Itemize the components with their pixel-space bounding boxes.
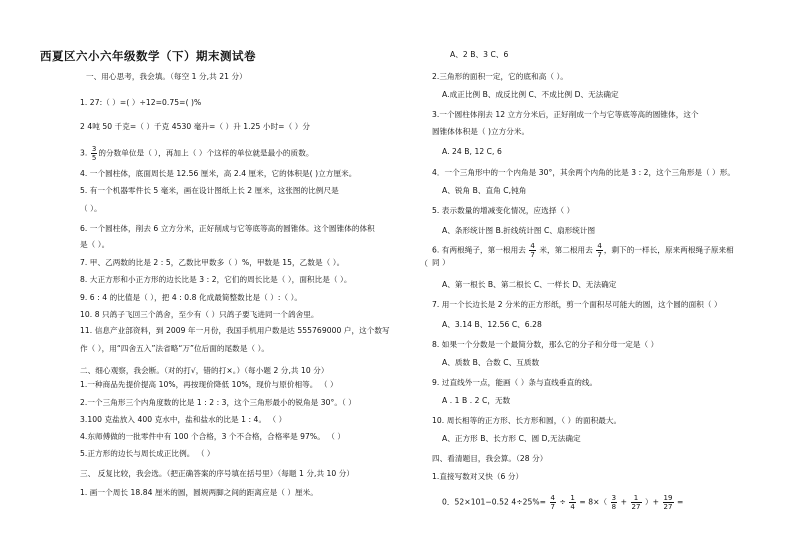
right-line-10: 6. 有两根绳子，第一根用去 $\frac{4}{7}$ 米，第二根用去 $\frac{4}{7}$ ，剩下的一样长，原来两根绳子原来相 xyxy=(432,242,734,259)
right-line-5: A. 24 B, 12 C, 6 xyxy=(442,147,502,156)
right-line-13: 7. 用一个长边长是 2 分米的正方形纸，剪一个面积尽可能大的圆，这个圆的面积（ ） xyxy=(432,300,722,309)
left-line-2: 2 4吨 50 千克=（ ）千克 4530 毫升=（ ）升 1.25 小时=（ ）分 xyxy=(80,122,310,131)
right-line-4: 圆锥体体积是（ )立方分米。 xyxy=(432,127,530,136)
fraction: $\frac{4}{7}$ xyxy=(550,494,556,511)
left-line-21: 三、 反复比较，我会选。（把正确答案的序号填在括号里）（每题 1 分,共 10 分） xyxy=(80,469,355,478)
left-line-9: 7. 甲、乙两数的比是 2 : 5，乙数比甲数多（ ）%，甲数是 15，乙数是（ ）。 xyxy=(80,258,345,267)
right-line-19: 10. 周长相等的正方形、长方形和圆，（ ）的面积最大。 xyxy=(432,416,622,425)
right-line-20: A、正方形 B、长方形 C、圆 D,无法确定 xyxy=(442,434,581,443)
right-line-2: A.成正比例 B、成反比例 C、不成比例 D、无法确定 xyxy=(442,90,619,99)
left-line-18: 3.100 克盐放入 400 克水中，盐和盐水的比是 1 : 4。 （ ） xyxy=(80,415,287,424)
fraction: $\frac{19}{27}$ xyxy=(663,494,673,511)
left-line-16: 1.一种商品先提价提高 10%，再按现价降低 10%，现价与原价相等。 （ ） xyxy=(80,380,338,389)
left-line-14: 作（ ），用“四舍五入”法省略“万”位后面的尾数是（ ）。 xyxy=(80,344,270,353)
fraction: $\frac{3}{8}$ xyxy=(611,494,617,511)
page-title: 西夏区六小六年级数学（下）期末测试卷 xyxy=(40,49,256,63)
left-line-17: 2.一个三角形三个内角度数的比是 1 : 2 : 3，这个三角形最小的锐角是 30°。（ ） xyxy=(80,398,356,407)
right-line-12: A、第一根长 B、第二根长 C、一样长 D、无法确定 xyxy=(442,280,617,289)
left-line-5: 5. 有一个机器零件长 5 毫米，画在设计图纸上长 2 厘米，这张图的比例尺是 xyxy=(80,186,339,195)
right-line-1: 2.三角形的面积一定，它的底和高（ ）。 xyxy=(432,72,568,81)
left-line-1: 1. 27:（ ）=( ）÷12=0.75=( )% xyxy=(80,98,202,107)
right-line-0: A、2 B、3 C、6 xyxy=(450,50,509,59)
left-line-0: 一、用心思考，我会填。（每空 1 分,共 21 分） xyxy=(86,72,247,81)
fraction: $\frac{1}{4}$ xyxy=(570,494,575,511)
right-line-16: A、质数 B、合数 C、互质数 xyxy=(442,358,540,367)
left-line-13: 11. 信息产业部资料，到 2009 年一月份，我国手机用户数是达 555769000 户，这个数写 xyxy=(80,326,390,335)
right-line-21: 四、看清题目，我会算。（28 分） xyxy=(432,454,548,463)
right-line-14: A、3.14 B、12.56 C、6.28 xyxy=(442,320,542,329)
right-line-22: 1.直接写数对又快（6 分） xyxy=(432,472,524,481)
left-line-7: 6. 一个圆柱体，削去 6 立方分米，正好削成与它等底等高的圆锥体。这个圆锥体的体积 xyxy=(80,224,375,233)
left-line-10: 8. 大正方形和小正方形的边长比是 3 : 2，它们的周长比是（ ），面积比是（ ）。 xyxy=(80,275,352,284)
fraction: $\frac{1}{27}$ xyxy=(631,494,641,511)
right-line-18: A . 1 B . 2 C，无数 xyxy=(442,396,511,405)
left-line-3: 3. $\frac{3}{5}$ 的分数单位是（ ），再加上（ ）个这样的单位就是最小的质数。 xyxy=(80,145,314,162)
fraction: $\frac{4}{7}$ xyxy=(597,242,602,259)
right-line-8: 5. 表示数量的增减变化情况，应选择（ ） xyxy=(432,206,575,215)
left-line-15: 二、细心观察，我会断。（对的打√，错的打×。）（每小题 2 分,共 10 分） xyxy=(80,366,329,375)
right-line-11: 同 ） xyxy=(432,258,450,267)
left-line-12: 10. 8 只鸽子飞回三个鸽舍，至少有（ ）只鸽子要飞进同一个鸽舍里。 xyxy=(80,310,319,319)
fraction: $\frac{4}{7}$ xyxy=(530,242,535,259)
left-line-20: 5.正方形的边长与周长成正比例。 （ ） xyxy=(80,449,215,458)
margin-bracket: （ xyxy=(420,259,428,268)
right-line-3: 3.一个圆柱体削去 12 立方分米后，正好削成一个与它等底等高的圆锥体，这个 xyxy=(432,110,699,119)
left-line-19: 4.东师傅做的一批零件中有 100 个合格，3 个不合格，合格率是 97%。 （ ） xyxy=(80,432,346,441)
right-line-6: 4．一个三角形中的一个内角是 30°，其余两个内角的比是 3 : 2，这个三角形是（ ）形。 xyxy=(432,168,736,177)
left-line-8: 是（ ）。 xyxy=(80,240,110,249)
left-line-6: （ ）。 xyxy=(80,204,102,213)
right-line-23: 0．52×101−0.52 4÷25%= $\frac{4}{7}$ ÷ $\frac{1}{4}$ = 8×（ $\frac{3}{8}$ + $\frac{1}{27}$ ）+ $\frac{19}{27}$ = xyxy=(442,494,684,511)
right-line-7: A、锐角 B、直角 C,钝角 xyxy=(442,186,527,195)
right-line-15: 8. 如果一个分数是一个最简分数，那么它的分子和分母一定是（ ） xyxy=(432,340,659,349)
right-line-17: 9. 过直线外一点，能画（ ）条与直线垂直的线。 xyxy=(432,378,598,387)
fraction: $\frac{3}{5}$ xyxy=(91,145,97,162)
left-line-11: 9. 6 : 4 的比值是（ ），把 4 : 0.8 化成最简整数比是（ ）:（ ）。 xyxy=(80,293,303,302)
left-line-22: 1. 画一个周长 18.84 厘米的圆，圆规两脚之间的距离应是（ ）厘米。 xyxy=(80,488,318,497)
right-line-9: A、条形统计图 B.折线统计图 C、扇形统计图 xyxy=(442,226,596,235)
left-line-4: 4. 一个圆柱体，底面周长是 12.56 厘米，高 2.4 厘米，它的体积是( )立方厘米。 xyxy=(80,169,357,178)
